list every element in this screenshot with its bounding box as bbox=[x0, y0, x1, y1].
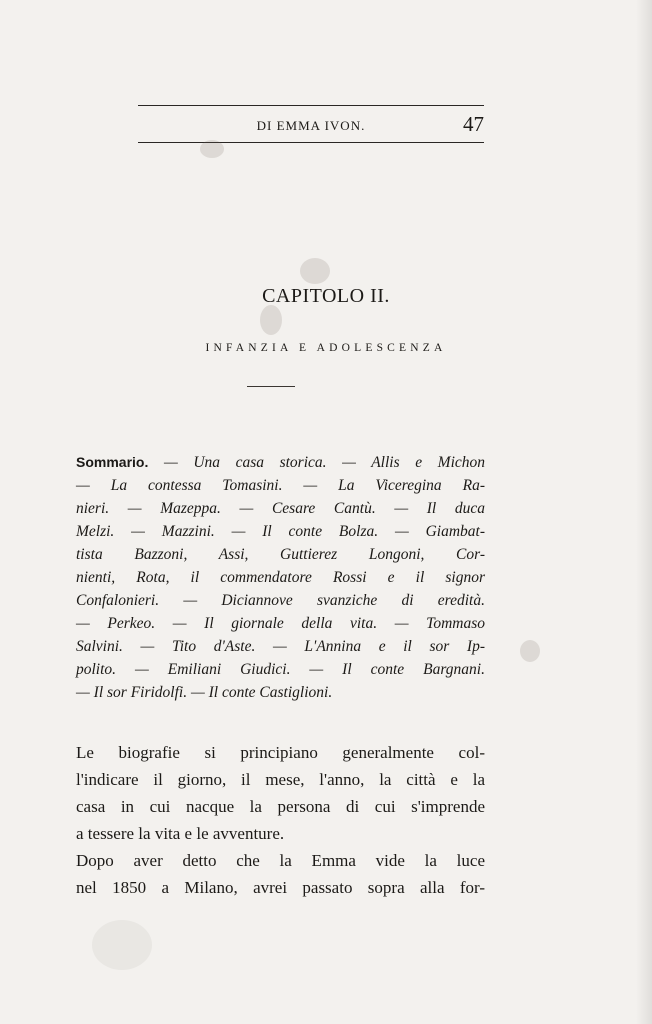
summary-lead: Sommario. bbox=[76, 454, 149, 470]
running-head bbox=[138, 112, 484, 136]
summary-line: Confalonieri. — Diciannove svanziche di eredità. bbox=[76, 592, 485, 609]
body-line: a tessere la vita e le avventure. bbox=[76, 824, 285, 843]
summary-line: nienti, Rota, il commendatore Rossi e il signor bbox=[76, 569, 485, 586]
summary-line: Salvini. — Tito d'Aste. — L'Annina e il sor Ip- bbox=[76, 638, 485, 655]
summary-line: — Il sor Firidolfi. — Il conte Castiglioni. bbox=[76, 684, 333, 701]
paper-stain bbox=[92, 920, 152, 970]
page-number: 47 bbox=[463, 112, 484, 136]
body-line: l'indicare il giorno, il mese, l'anno, la città e la bbox=[76, 770, 485, 789]
body-line: nel 1850 a Milano, avrei passato sopra alla for- bbox=[76, 878, 485, 897]
summary-line bbox=[76, 451, 485, 474]
paper-stain bbox=[260, 305, 282, 335]
paper-stain bbox=[200, 140, 224, 158]
summary-line: — Perkeo. — Il giornale della vita. — Tommaso bbox=[76, 615, 485, 632]
chapter-summary bbox=[76, 451, 485, 704]
chapter-subtitle: INFANZIA E ADOLESCENZA bbox=[205, 342, 447, 354]
body-paragraphs bbox=[76, 739, 485, 901]
running-title: DI EMMA IVON. bbox=[256, 118, 366, 133]
summary-line-text: — Una casa storica. — Allis e Michon bbox=[163, 454, 486, 471]
paper-stain bbox=[300, 258, 330, 284]
body-line: Dopo aver detto che la Emma vide la luce bbox=[76, 851, 485, 870]
summary-line: Melzi. — Mazzini. — Il conte Bolza. — Giambat- bbox=[76, 523, 485, 540]
ornament-rule bbox=[247, 386, 295, 387]
paper-stain bbox=[520, 640, 540, 662]
header-rule-bottom bbox=[138, 142, 484, 143]
header-rule-top bbox=[138, 105, 484, 106]
summary-line: polito. — Emiliani Giudici. — Il conte Bargnani. bbox=[76, 661, 485, 678]
page-edge-shadow bbox=[636, 0, 652, 1024]
summary-line: tista Bazzoni, Assi, Guttierez Longoni, Cor- bbox=[76, 546, 485, 563]
summary-line: nieri. — Mazeppa. — Cesare Cantù. — Il duca bbox=[76, 500, 485, 517]
summary-line: — La contessa Tomasini. — La Viceregina Ra- bbox=[76, 477, 485, 494]
body-line: casa in cui nacque la persona di cui s'imprende bbox=[76, 797, 485, 816]
chapter-title: CAPITOLO II. bbox=[262, 285, 390, 307]
body-line: Le biografie si principiano generalmente col- bbox=[76, 743, 485, 762]
